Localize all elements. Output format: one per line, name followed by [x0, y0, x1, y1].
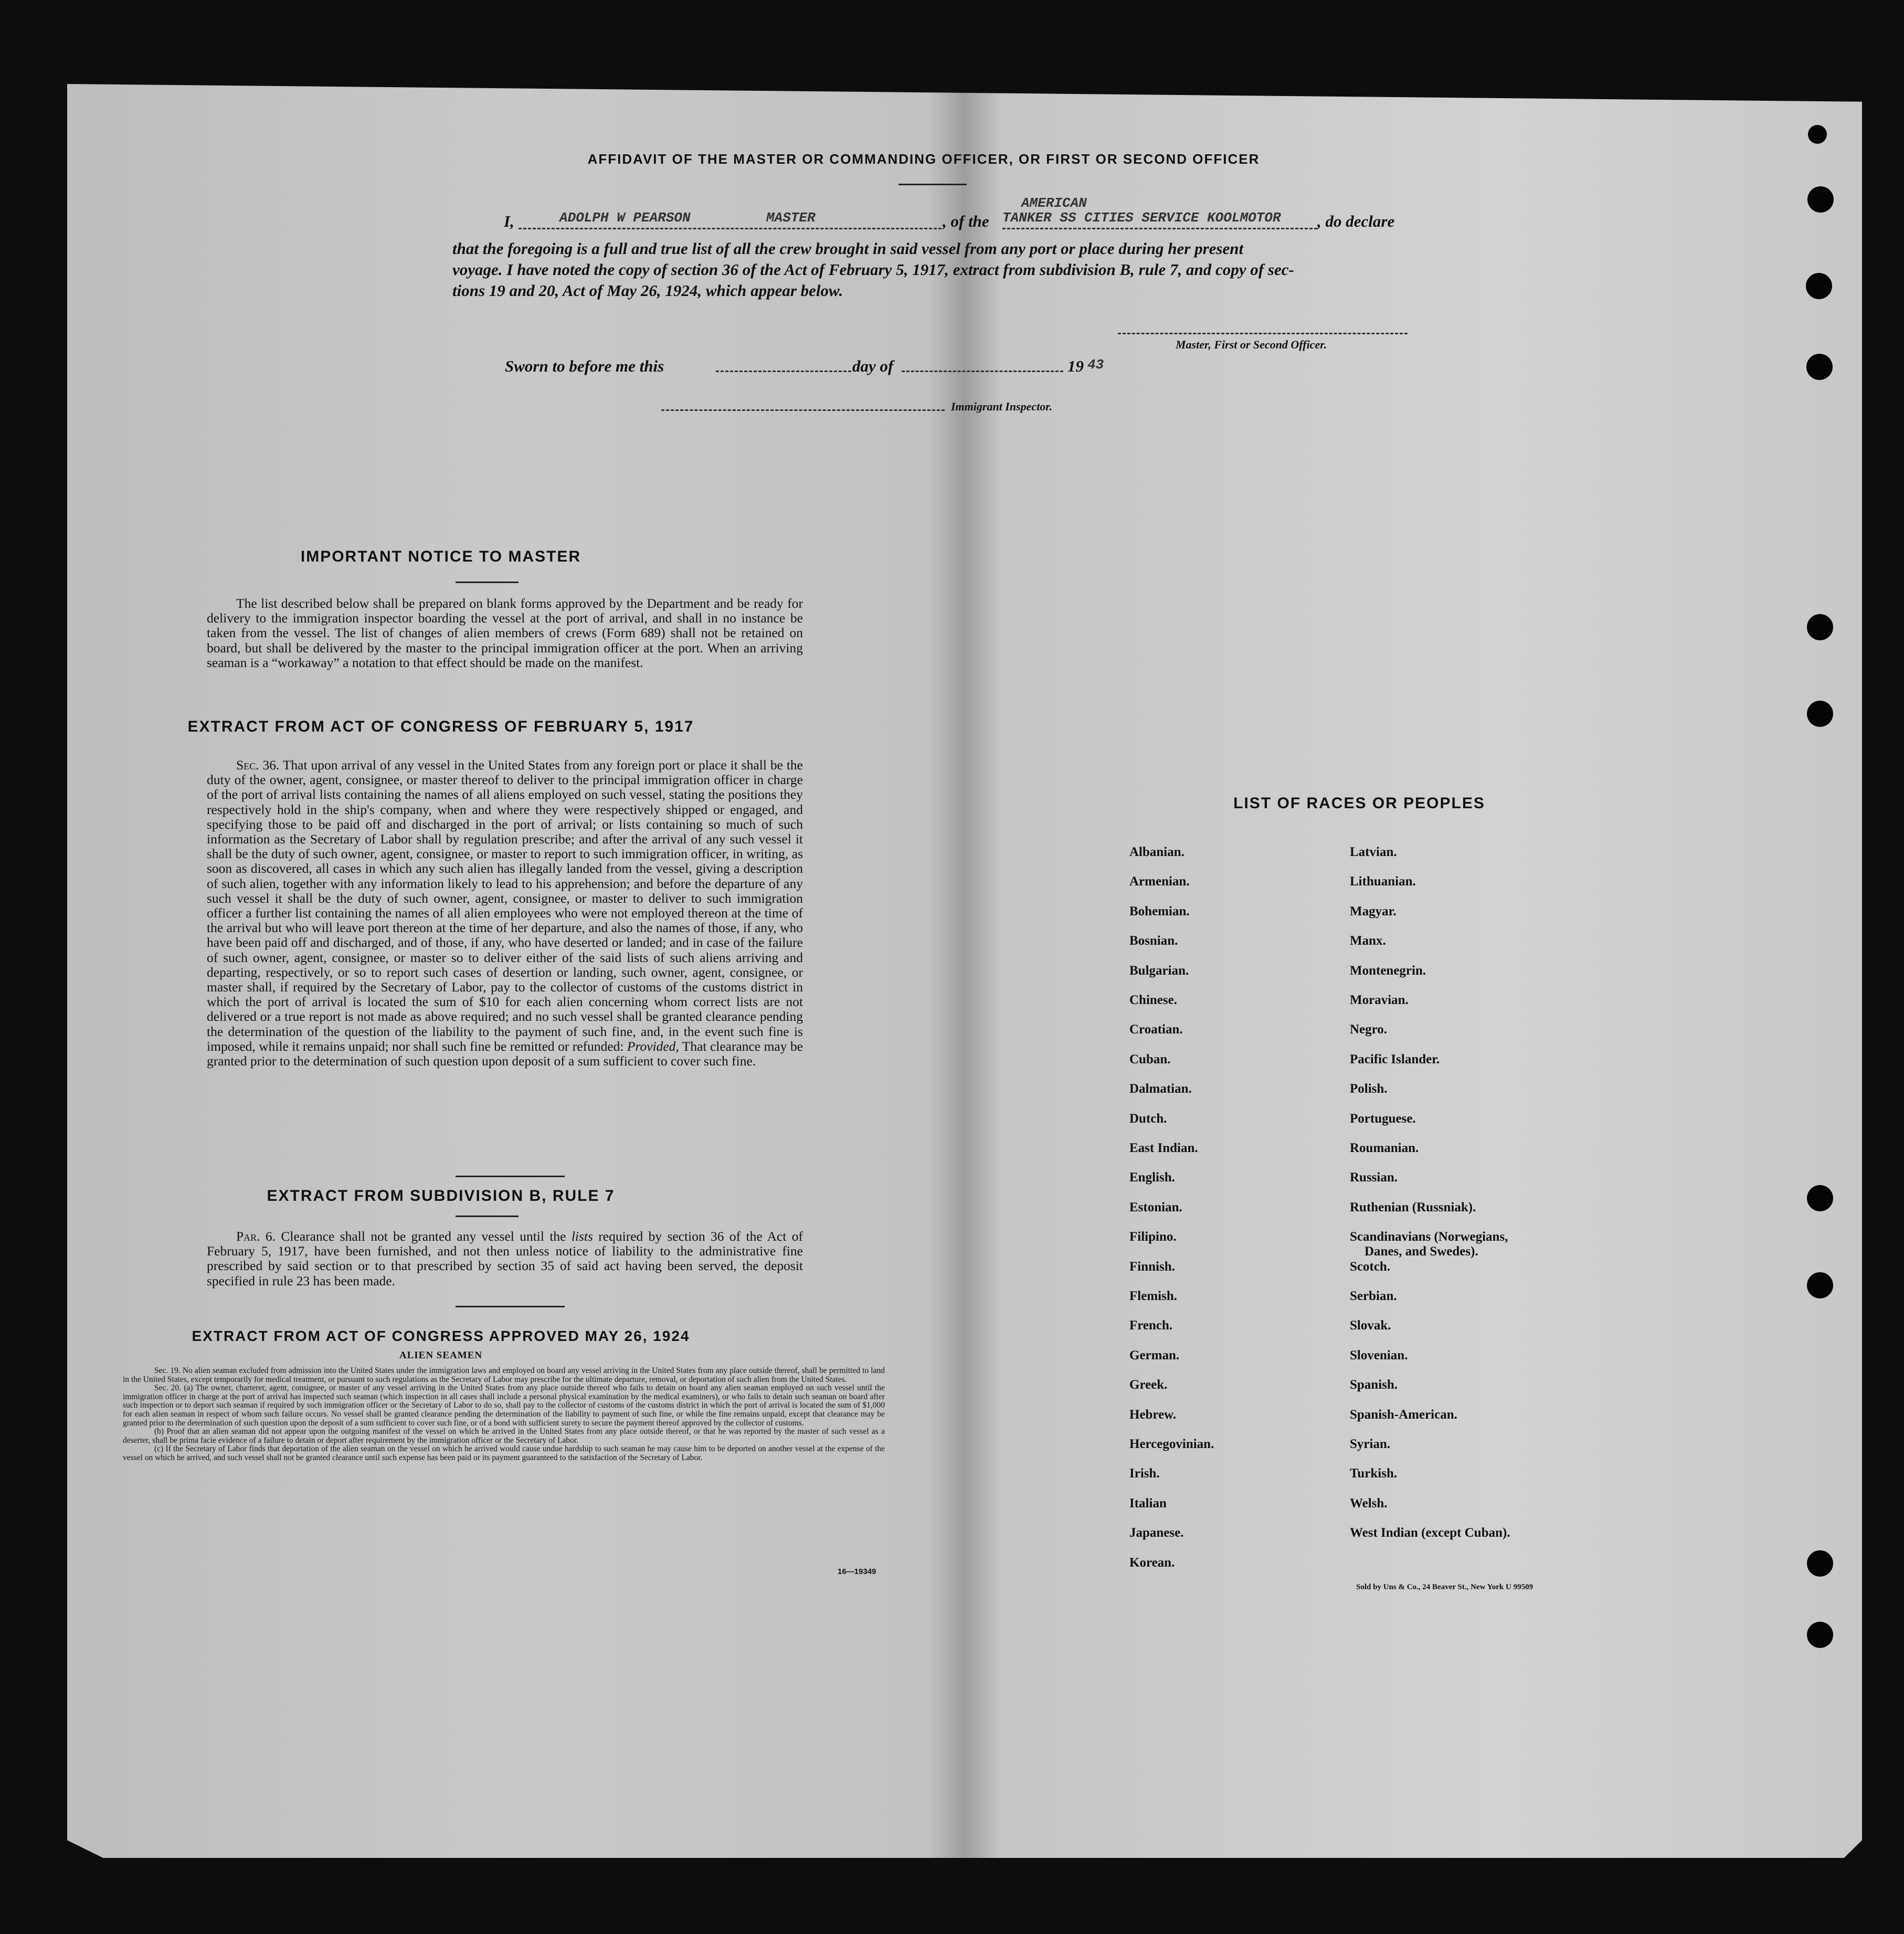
race-item: Chinese.	[1129, 993, 1177, 1007]
race-item: Ruthenian (Russniak).	[1350, 1200, 1476, 1214]
race-item: Bohemian.	[1129, 904, 1190, 918]
race-item: Montenegrin.	[1350, 963, 1426, 978]
extract-1924-rule-top	[456, 1306, 565, 1307]
race-item: Pacific Islander.	[1350, 1052, 1440, 1066]
provided-word: Provided,	[627, 1038, 679, 1054]
sec-19-text: Sec. 19. No alien seaman excluded from admission into the United States under the immigration laws and employed on board any vessel arriving in the United States from any place outside thereof, shall be permitted to land in the United States, except temporarily for medical treatment, or pursuant to such regulations as the Secretary of Labor may prescribe for the ultimate departure, removal, or deportation of such alien from the United States.	[123, 1366, 885, 1384]
sec-20c-text: (c) If the Secretary of Labor finds that deportation of the alien seaman on the vessel on which he arrived would cause undue hardship to such seaman he may cause him to be deported on another vessel at the expense of the vessel on which he arrived, and such vessel shall not be granted clearance until such expense has been paid or its payment guaranteed to the satisfaction of the Secretary of Labor.	[123, 1444, 885, 1462]
binder-hole-9	[1807, 1550, 1833, 1577]
of-the-label: , of the	[943, 212, 989, 230]
binder-hole-5	[1807, 614, 1833, 640]
race-item: Albanian.	[1129, 845, 1184, 859]
race-item: Roumanian.	[1350, 1141, 1419, 1155]
par-6-label: Par. 6.	[236, 1229, 276, 1244]
race-item: Slovenian.	[1350, 1348, 1408, 1362]
race-item: Scotch.	[1350, 1259, 1391, 1274]
affidavit-line2: that the foregoing is a full and true list of all the crew brought in said vessel from any port or place during her present	[452, 239, 1244, 258]
races-title: LIST OF RACES OR PEOPLES	[1233, 795, 1485, 812]
race-item: Korean.	[1129, 1555, 1175, 1570]
i-label: I,	[504, 212, 514, 230]
affidavit-title: AFFIDAVIT OF THE MASTER OR COMMANDING OFFICER, OR FIRST OR SECOND OFFICER	[587, 151, 1260, 167]
binder-hole-2	[1807, 186, 1834, 213]
notice-rule	[456, 582, 519, 583]
race-item: Filipino.	[1129, 1230, 1177, 1244]
binder-hole-1	[1808, 125, 1827, 144]
race-item: East Indian.	[1129, 1141, 1198, 1155]
race-item: Magyar.	[1350, 904, 1397, 918]
race-item: Latvian.	[1350, 845, 1397, 859]
race-item: Slovak.	[1350, 1318, 1391, 1333]
sec-20b-text: (b) Proof that an alien seaman did not appear upon the outgoing manifest of the vessel on which he arrived in the United States from any place outside thereof, or that he was reported by the master of such vessel as a deserter, shall be prima facie evidence of a failure to detain or deport after requirement by the immigration officer or the Secretary of Labor.	[123, 1427, 885, 1445]
master-name-typed: ADOLPH W PEARSON	[559, 210, 691, 226]
race-item: Cuban.	[1129, 1052, 1171, 1066]
race-item: Syrian.	[1350, 1437, 1391, 1451]
inspector-caption: Immigrant Inspector.	[951, 400, 1053, 413]
race-item: Moravian.	[1350, 993, 1409, 1007]
race-item: Dutch.	[1129, 1111, 1167, 1126]
sec-20a-text: Sec. 20. (a) The owner, charterer, agent, consignee, or master of any vessel arriving in the United States from any place outside thereof who fails to detain on board any alien seaman employed on such vessel until the immigration officer in charge at the port of arrival has inspected such seaman (which inspection in all cases shall include a personal physical examination by the medical examiners), or who fails to detain such seaman on board after such inspection or to deport such seaman if required by such immigration officer or the Secretary of Labor to do so, shall pay to the collector of customs of the customs district in which the port of arrival is located the sum of $1,000 for each alien seaman in respect of whom such failure occurs. No vessel shall be granted clearance pending the determination of the liability to payment of such fine, or while the fine remains unpaid, except that clearance may be granted prior to the determination of such question upon the deposit of a sum sufficient to cover such fine, or of a bond with sufficient surety to secure the payment thereof approved by the collector of customs.	[123, 1383, 885, 1428]
binder-hole-7	[1807, 1185, 1833, 1211]
race-item: Finnish.	[1129, 1259, 1175, 1274]
year-typed: 43	[1087, 357, 1104, 373]
race-item: Spanish-American.	[1350, 1407, 1457, 1422]
name-line	[519, 228, 942, 229]
year-prefix: 19	[1067, 357, 1084, 375]
extract-1917-title: EXTRACT FROM ACT OF CONGRESS OF FEBRUARY 5, 1917	[187, 718, 694, 735]
master-caption: Master, First or Second Officer.	[1176, 338, 1327, 351]
sec-36-end: That clearance may be granted prior to the determination of such question upon deposit of a sum sufficient to cover such fine.	[207, 1038, 803, 1069]
race-item: Flemish.	[1129, 1289, 1177, 1303]
form-number: 16—19349	[838, 1567, 876, 1576]
rule7-rule-top	[456, 1176, 565, 1177]
rule7-title: EXTRACT FROM SUBDIVISION B, RULE 7	[267, 1187, 615, 1204]
extract-1924-text	[123, 1367, 885, 1463]
race-item: German.	[1129, 1348, 1180, 1362]
sec-36-body: That upon arrival of any vessel in the United States from any foreign port or place it shall be the duty of the owner, agent, consignee, or master thereof to deliver to the principal immigration officer in charge of the port of arrival lists containing the names of all aliens employed on such vessel, stating the positions they respectively hold in the ship's company, when and where they were respectively shipped or engaged, and specifying those to be paid off and discharged in the port of arrival; or lists containing so much of such information as the Secretary of Labor shall by regulation prescribe; and after the arrival of any such vessel it shall be the duty of such owner, agent, consignee, or master to report to such immigration officer, in writing, as soon as discovered, all cases in which any such alien has illegally landed from the vessel, giving a description of such alien, together with any information likely to lead to his apprehension; and before the departure of any such vessel it shall be the duty of such owner, agent, consignee, or master to deliver to such immigration officer a further list containing the names of all alien employees who were not employed thereon at the time of the arrival but who will leave port thereon at the time of her departure, and also the names of those, if any, who have been paid off and discharged, and of those, if any, who have deserted or landed; and in case of the failure of such owner, agent, consignee, or master so to deliver either of the said lists of such aliens arriving and departing, respectively, or so to report such cases of desertion or landing, such owner, agent, consignee, or master shall, if required by the Secretary of Labor, pay to the collector of customs of the customs district in which the port of arrival is located the sum of $10 for each alien concerning whom correct lists are not delivered or a true report is not made as above required; and no such vessel shall be granted clearance pending the determination of the question of the liability to the payment of such fine, and, in the event such fine is imposed, while it remains unpaid; nor shall such fine be remitted or refunded:	[207, 757, 803, 1054]
sworn-line	[505, 355, 1187, 378]
race-item: Hebrew.	[1129, 1407, 1177, 1422]
race-item: Polish.	[1350, 1082, 1388, 1096]
extract-1924-subtitle: ALIEN SEAMEN	[399, 1350, 483, 1361]
race-item: Croatian.	[1129, 1022, 1183, 1037]
binder-hole-6	[1807, 701, 1833, 727]
inspector-signature-line	[661, 409, 945, 411]
race-item: Bulgarian.	[1129, 963, 1189, 978]
race-item: Danes, and Swedes).	[1364, 1244, 1478, 1259]
title-rule	[898, 184, 967, 185]
extract-1917-text	[207, 758, 803, 1069]
race-item: Russian.	[1350, 1170, 1398, 1185]
lists-word: lists	[571, 1229, 593, 1244]
race-item: Lithuanian.	[1350, 874, 1416, 889]
affidavit-line1	[504, 195, 1438, 236]
race-item: Japanese.	[1129, 1526, 1184, 1540]
race-item: Hercegovinian.	[1129, 1437, 1214, 1451]
race-item: Bosnian.	[1129, 934, 1178, 948]
position-typed: MASTER	[766, 210, 816, 226]
race-item: Italian	[1129, 1496, 1167, 1510]
par-6-text-b: required by section 36 of the Act of February 5, 1917, have been furnished, and not then unless notice of liability to the administrative fine prescribed by said section or to that prescribed by section 35 of said act having been served, the deposit specified in rule 23 has been made.	[207, 1229, 803, 1288]
race-item: West Indian (except Cuban).	[1350, 1526, 1510, 1540]
extract-1924-title: EXTRACT FROM ACT OF CONGRESS APPROVED MAY 26, 1924	[192, 1328, 690, 1344]
par-6-text-a: Clearance shall not be granted any vessel until the	[281, 1229, 566, 1244]
race-item: Negro.	[1350, 1022, 1388, 1037]
sworn-day-line	[716, 371, 851, 372]
race-item: Serbian.	[1350, 1289, 1397, 1303]
sworn-month-line	[902, 371, 1063, 372]
day-of-label: day of	[852, 357, 894, 375]
vessel-line	[1002, 228, 1317, 229]
declare-label: , do declare	[1317, 212, 1395, 230]
nationality-typed: AMERICAN	[1021, 195, 1087, 211]
sec-36-label: Sec. 36.	[236, 757, 280, 773]
printer-credit: Sold by Uns & Co., 24 Beaver St., New York U 99509	[1356, 1583, 1533, 1591]
binder-hole-8	[1807, 1272, 1833, 1298]
race-item: Manx.	[1350, 934, 1386, 948]
race-item: Scandinavians (Norwegians,	[1350, 1230, 1508, 1244]
race-item: Greek.	[1129, 1378, 1168, 1392]
affidavit-line3: voyage. I have noted the copy of section 36 of the Act of February 5, 1917, extract from subdivision B, rule 7, and copy of sec-	[452, 260, 1294, 279]
race-item: Spanish.	[1350, 1378, 1398, 1392]
sworn-label: Sworn to before me this	[505, 357, 664, 375]
race-item: Estonian.	[1129, 1200, 1182, 1214]
affidavit-line4: tions 19 and 20, Act of May 26, 1924, which appear below.	[452, 281, 843, 300]
rule7-rule	[456, 1216, 519, 1217]
race-item: Irish.	[1129, 1466, 1160, 1481]
binder-hole-10	[1807, 1622, 1833, 1648]
notice-title: IMPORTANT NOTICE TO MASTER	[300, 548, 581, 565]
notice-text: The list described below shall be prepared on blank forms approved by the Department and be ready for delivery to the immigration inspector boarding the vessel at the port of arrival, and shall in no instance be taken from the vessel. The list of changes of alien members of crews (Form 689) shall not be retained on board, but shall be delivered by the master to the principal immigration officer at the port. When an arriving seaman is a “workaway” a notation to that effect should be made on the manifest.	[207, 596, 803, 670]
race-item: Welsh.	[1350, 1496, 1388, 1510]
race-item: French.	[1129, 1318, 1173, 1333]
binder-hole-4	[1806, 354, 1833, 380]
race-item: Portuguese.	[1350, 1111, 1416, 1126]
race-item: Turkish.	[1350, 1466, 1398, 1481]
rule7-text	[207, 1229, 803, 1288]
binder-hole-3	[1806, 273, 1832, 299]
race-item: English.	[1129, 1170, 1175, 1185]
race-item: Dalmatian.	[1129, 1082, 1192, 1096]
vessel-name-typed: TANKER SS CITIES SERVICE KOOLMOTOR	[1002, 210, 1281, 226]
master-signature-line	[1118, 333, 1408, 334]
race-item: Armenian.	[1129, 874, 1190, 889]
